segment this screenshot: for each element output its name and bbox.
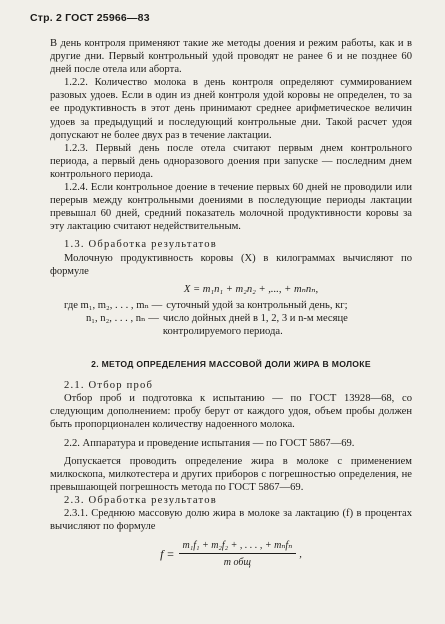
paragraph-formula-intro: Молочную продуктивность коровы (X) в килограммах вычисляют по формуле [50, 252, 412, 277]
document-body [50, 37, 412, 569]
formula-x: X = m₁n₁ + m₂n₂ + ,..., + mₙnₙ, [183, 283, 319, 295]
legend-label-m: где m₁, m₂, . . . , mₙ — [64, 299, 163, 311]
paragraph-2-1: Отбор проб и подготовка к испытанию — по ГОСТ 13928—68, со следующим дополнением: пробу берут от каждого удоя, объем пробы должен быть пропорционален количеству надоенного молока. [50, 393, 412, 431]
paragraph-2-3-1: 2.3.1. Среднюю массовую долю жира в молоке за лактацию (f) в процентах вычисляют по формуле [50, 508, 412, 533]
page-header: Стр. 2 ГОСТ 25966—83 [30, 12, 150, 24]
formula-f-tail: , [299, 548, 302, 560]
formula-f-lhs: f = [160, 546, 175, 561]
section-2-2: 2.2. Аппаратура и проведение испытания — по ГОСТ 5867—69. [64, 437, 355, 449]
legend-label-n: n₁, n₂, . . . , nₙ — [86, 312, 159, 324]
paragraph-1: В день контроля применяют такие же методы доения и режим работы, как и в другие дни. Первый контрольный удой проводят не ранее 6 и не позднее 60 дней после отела или аборта. [50, 38, 412, 76]
formula-legend [50, 299, 412, 338]
legend-text-m: суточный удой за контрольный день, кг; [166, 299, 348, 311]
legend-text-n: число дойных дней в 1, 2, 3 и n-м месяце контролируемого периода. [162, 312, 348, 337]
formula-f-fraction [179, 539, 297, 569]
paragraph-1-2-3: 1.2.3. Первый день после отела считают первым днем контрольного периода, а первый день одноразового доения при запуске — последним днем контрольного периода. [50, 142, 412, 180]
section-1-3-title: 1.3. Обработка результатов [64, 239, 217, 251]
legend-row-n [50, 312, 412, 338]
legend-row-m [50, 299, 412, 312]
paragraph-1-2-4: 1.2.4. Если контрольное доение в течение первых 60 дней не проводили или перерыв между контрольными доениями в последующие периоды лактации превышал 60 дней, средний показатель молочной продуктивности коровы за эту лактацию считают недействительным. [50, 182, 412, 233]
formula-f [50, 539, 412, 569]
section-2-3-title: 2.3. Обработка результатов [64, 494, 217, 506]
paragraph-1-2-2: 1.2.2. Количество молока в день контроля определяют суммированием разовых удоев. Если в один из дней контроля удой коровы не определен, то за ее продуктивность в этот день принимают среднее арифметическое величин удоев за предыдущий и последующий контрольные дни. Такой расчет удоя допускают не более двух раз в течение лактации. [50, 77, 412, 141]
formula-f-denominator: m общ [223, 557, 251, 569]
formula-f-numerator: m₁f₁ + m₂f₂ + , . . . , + mₙfₙ [179, 539, 297, 554]
paragraph-2-2-note: Допускается проводить определение жира в молоке с применением милкоскопа, милкотестера и других приборов с погрешностью определения, не превышающей погрешность метода по ГОСТ 5867—69. [50, 455, 412, 493]
section-2-heading: 2. МЕТОД ОПРЕДЕЛЕНИЯ МАССОВОЙ ДОЛИ ЖИРА В МОЛОКЕ [91, 359, 371, 370]
section-2-1-title: 2.1. Отбор проб [64, 380, 154, 392]
